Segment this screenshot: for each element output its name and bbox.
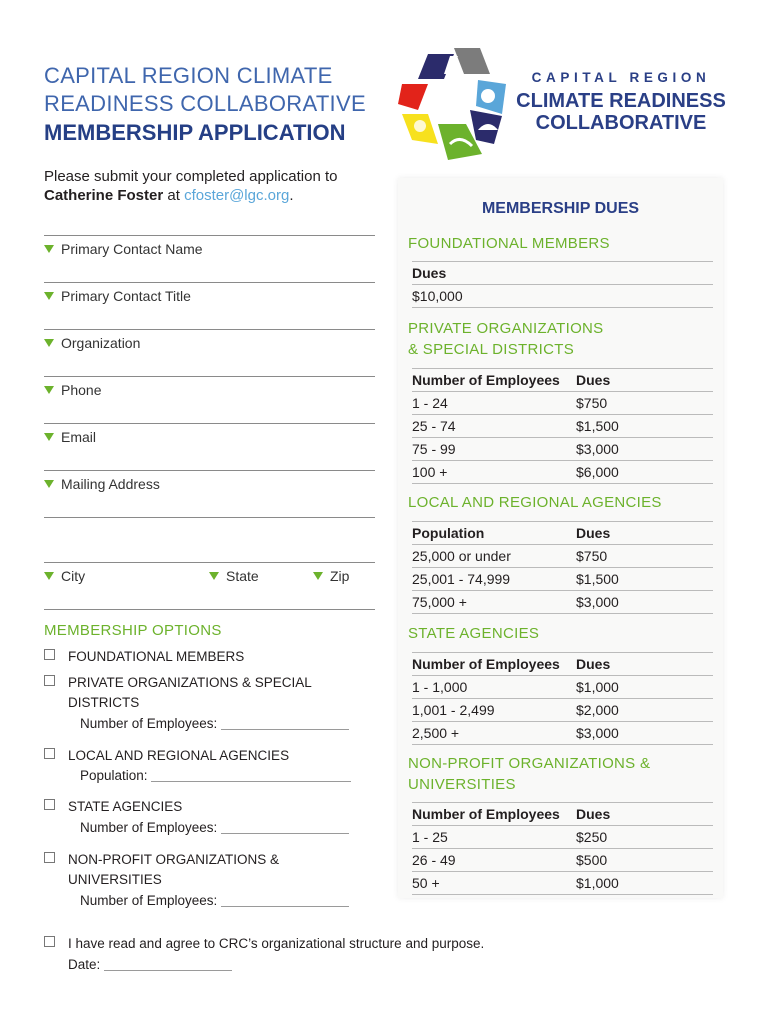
primary-contact-title-label: Primary Contact Title: [44, 288, 191, 304]
date-field[interactable]: Date:: [68, 957, 232, 972]
triangle-icon: [44, 245, 54, 253]
table-header-row: Population Dues: [412, 522, 713, 545]
foundational-heading: FOUNDATIONAL MEMBERS: [408, 235, 610, 252]
table-row: 1 - 25 $250: [412, 826, 713, 849]
title-line-3: MEMBERSHIP APPLICATION: [44, 120, 346, 145]
table-row: 1 - 24 $750: [412, 392, 713, 415]
triangle-icon: [44, 480, 54, 488]
logo-wordmark: [516, 70, 726, 134]
option-foundational[interactable]: FOUNDATIONAL MEMBERS: [44, 647, 244, 667]
logo-line-3: COLLABORATIVE: [535, 112, 707, 134]
intro-text: [44, 167, 374, 205]
email-label: Email: [44, 429, 96, 445]
private-heading: PRIVATE ORGANIZATIONS & SPECIAL DISTRICTS: [408, 320, 604, 358]
zip-label: Zip: [313, 568, 349, 584]
population-field[interactable]: Population:: [80, 768, 351, 783]
mailing-address-field-2[interactable]: [44, 562, 375, 563]
page-title: [44, 62, 384, 148]
contact-email-link[interactable]: cfoster@lgc.org: [184, 187, 290, 204]
intro-mid: at: [163, 187, 185, 204]
phone-field[interactable]: [44, 423, 375, 424]
table-row: 75 - 99 $3,000: [412, 438, 713, 461]
state-label: State: [209, 568, 259, 584]
field-divider-top: [44, 235, 375, 236]
table-row: 25 - 74 $1,500: [412, 415, 713, 438]
phone-label: Phone: [44, 382, 101, 398]
organization-label: Organization: [44, 335, 140, 351]
intro-prefix: Please submit your completed application to: [44, 168, 338, 185]
table-header-row: Number of Employees Dues: [412, 369, 713, 392]
agree-checkbox-row[interactable]: I have read and agree to CRC’s organizational structure and purpose.: [44, 934, 484, 954]
table-row: 100 + $6,000: [412, 461, 713, 484]
triangle-icon: [313, 572, 323, 580]
logo-line-1: CAPITAL REGION: [531, 70, 711, 85]
checkbox[interactable]: [44, 799, 55, 810]
triangle-icon: [44, 433, 54, 441]
mailing-address-label: Mailing Address: [44, 476, 160, 492]
option-local[interactable]: LOCAL AND REGIONAL AGENCIES: [44, 746, 289, 766]
triangle-icon: [44, 572, 54, 580]
checkbox[interactable]: [44, 675, 55, 686]
nonprofit-employees-field[interactable]: Number of Employees:: [80, 893, 349, 908]
table-row: 25,000 or under $750: [412, 545, 713, 568]
state-employees-field[interactable]: Number of Employees:: [80, 820, 349, 835]
table-header-row: Number of Employees Dues: [412, 803, 713, 826]
table-row: 26 - 49 $500: [412, 849, 713, 872]
triangle-icon: [44, 292, 54, 300]
title-line-1: CAPITAL REGION CLIMATE: [44, 63, 333, 88]
contact-name: Catherine Foster: [44, 187, 164, 204]
private-employees-field[interactable]: Number of Employees:: [80, 716, 349, 731]
table-row: 1 - 1,000 $1,000: [412, 676, 713, 699]
triangle-icon: [44, 339, 54, 347]
table-row: 1,001 - 2,499 $2,000: [412, 699, 713, 722]
option-state[interactable]: STATE AGENCIES: [44, 797, 182, 817]
checkbox[interactable]: [44, 748, 55, 759]
city-label: City: [44, 568, 85, 584]
logo-line-2: CLIMATE READINESS: [516, 90, 726, 112]
membership-options-heading: MEMBERSHIP OPTIONS: [44, 622, 222, 639]
table-row: 2,500 + $3,000: [412, 722, 713, 745]
table-row: 25,001 - 74,999 $1,500: [412, 568, 713, 591]
table-header-row: Dues: [412, 262, 713, 285]
table-row: 75,000 + $3,000: [412, 591, 713, 614]
checkbox[interactable]: [44, 649, 55, 660]
intro-suffix: .: [289, 187, 294, 204]
city-state-zip-field[interactable]: [44, 609, 375, 610]
nonprofit-heading: NON-PROFIT ORGANIZATIONS & UNIVERSITIES: [408, 755, 651, 793]
state-heading: STATE AGENCIES: [408, 625, 540, 642]
crc-logo-icon: [398, 44, 510, 164]
primary-contact-name-field[interactable]: [44, 282, 375, 283]
triangle-icon: [209, 572, 219, 580]
table-row: 50 + $1,000: [412, 872, 713, 895]
email-field[interactable]: [44, 470, 375, 471]
title-line-2: READINESS COLLABORATIVE: [44, 91, 366, 116]
checkbox[interactable]: [44, 936, 55, 947]
mailing-address-field-1[interactable]: [44, 517, 375, 518]
primary-contact-name-label: Primary Contact Name: [44, 241, 203, 257]
local-heading: LOCAL AND REGIONAL AGENCIES: [408, 494, 662, 511]
checkbox[interactable]: [44, 852, 55, 863]
organization-field[interactable]: [44, 376, 375, 377]
dues-title: MEMBERSHIP DUES: [481, 200, 640, 217]
primary-contact-title-field[interactable]: [44, 329, 375, 330]
table-row: $10,000: [412, 285, 713, 308]
triangle-icon: [44, 386, 54, 394]
table-header-row: Number of Employees Dues: [412, 653, 713, 676]
membership-dues-panel: [398, 178, 723, 898]
option-nonprofit[interactable]: NON-PROFIT ORGANIZATIONS & UNIVERSITIES: [44, 850, 279, 890]
option-private[interactable]: PRIVATE ORGANIZATIONS & SPECIAL DISTRICTS: [44, 673, 312, 713]
